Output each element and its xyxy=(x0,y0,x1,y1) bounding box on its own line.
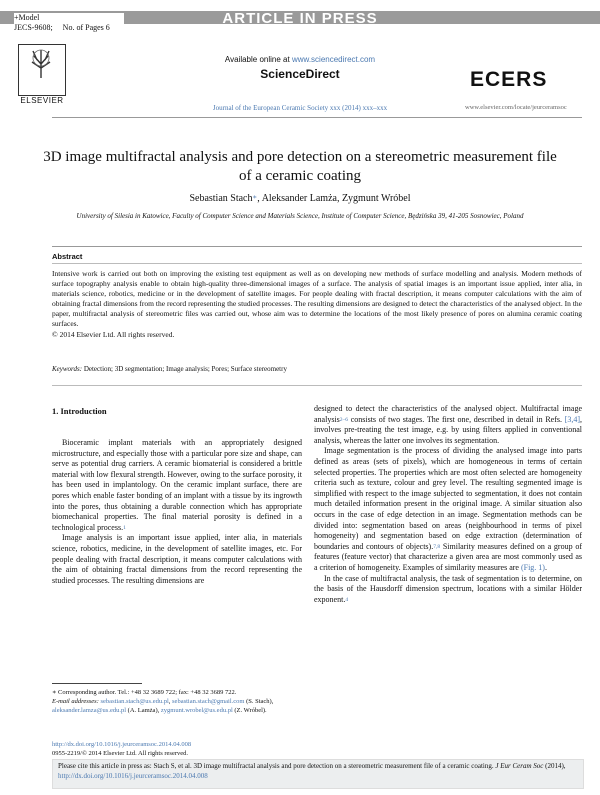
first-author: Sebastian Stach xyxy=(189,193,253,204)
paragraph: In the case of multifractal analysis, the task of segmentation is to determine, on the basis of the Hausdorff dimension spectrum, locations with a similar Hölder exponent.$^4$ xyxy=(314,573,582,604)
corresponding-author-note: ∗ Corresponding author. Tel.: +48 32 3689 722; fax: +48 32 3689 722. xyxy=(52,689,237,696)
sciencedirect-link[interactable]: www.sciencedirect.com xyxy=(291,55,376,64)
paragraph: Image segmentation is the process of dividing the analysed image into parts defined as areas (sets of pixels), which are homogeneous in terms of certain selected properties. The properties which are most often selected are homogeneity criteria such as texture, colour and grey level. The resulting segmented image is simplified with respect to the image subjected to segmentation, it does not contain much detailed information present in the original image. A similar situation also occurs in the case of edge detection in an image. Segmentation methods can be divided into: segmentation based on areas (neighbourhood in terms of pixel homogeneity) and segmentation based on edge extraction (determination of boundaries and contours of objects).$^{7,8}$ Similarity measures defined on a group of features (feature vector) that characterize a given area are most commonly used as a criterion of homogeneity. Examples of similarity measures are (Fig. 1). xyxy=(314,446,582,572)
ecers-logo: ECERS xyxy=(470,68,548,91)
paragraph: Bioceramic implant materials with an appropriately designed microstructure, and especially those with a particular pore size and shape, can serve as potential drug carriers. A ceramic biomaterial is considered a brittle material with low flexural strength. However, owing to the surface porosity, it has been used in implantology. On the ceramic implant surface, there are pores which enable faster bonding of an implant with a tissue by its ingrowth into the pores, thus obtaining a durable connection which has appropriate biomechanical properties. The final material porosity is defined in a technological process.$^1$ xyxy=(52,438,302,532)
abstract-copyright: © 2014 Elsevier Ltd. All rights reserved. xyxy=(52,329,175,339)
doi-link[interactable]: http://dx.doi.org/10.1016/j.jeurceramsoc.2014.04.008 xyxy=(52,741,192,748)
available-prefix: Available online at xyxy=(224,55,290,64)
article-title: 3D image multifractal analysis and pore detection on a stereometric measurement file of a ceramic coating xyxy=(43,149,557,184)
reference-link[interactable]: 2–6 xyxy=(339,416,349,423)
affiliation: University of Silesia in Katowice, Faculty of Computer Science and Materials Science, Institute of Computer Science, Będzińska 39, 41-205 Sosnowiec, Poland xyxy=(76,212,524,220)
figure-link[interactable]: (Fig. 1) xyxy=(520,562,545,572)
reference-link[interactable]: 4 xyxy=(345,596,349,603)
publisher-name: ELSEVIER xyxy=(20,96,64,105)
email-link[interactable]: aleksander.lamza@us.edu.pl xyxy=(52,706,127,714)
email-link[interactable]: sebastian.stach@us.edu.pl xyxy=(100,697,169,705)
citation-text: Please cite this article in press as: Stach S, et al. 3D image multifractal analysis and pore detection on a stereometric measurement file of a ceramic coating. J Eur Ceram Soc (2014), http://dx.doi.org/10.1016/j.jeurceramsoc.2014.04.008 xyxy=(58,762,566,780)
abstract-heading: Abstract xyxy=(52,252,83,261)
article-in-press-label: ARTICLE IN PRESS xyxy=(222,10,378,27)
issn-line: 0955-2219/© 2014 Elsevier Ltd. All rights reserved. xyxy=(52,749,188,757)
right-column xyxy=(314,404,582,605)
abstract-text: Intensive work is carried out both on improving the existing test equipment as well as on developing new methods of surface modelling and analysis. Modern methods of surface topography analysis enable to obtain high-quality three-dimensional images of a surface. The analysis of spatial images is an important issue applied, inter alia, in materials science, robotics, medicine or in the development of satellite images. For people dealing with fractal description, it means computer calculations with the aim of obtaining fractal dimensions from the record representing the studied processes. The resulting dimensions are designed to detect the characteristics of the analysed object. In the paper, multifractal analysis of stereometric files was carried out, whose aim was to determine the locations of the most likely presence of pores on alumina ceramic coating surfaces. xyxy=(52,269,582,329)
footnotes xyxy=(52,689,312,715)
header-divider xyxy=(52,117,582,118)
citation-doi-link[interactable]: http://dx.doi.org/10.1016/j.jeurceramsoc.2014.04.008 xyxy=(58,771,208,780)
abstract-divider xyxy=(52,263,582,264)
manuscript-code: JECS-9608; xyxy=(14,23,53,32)
paragraph: Image analysis is an important issue applied, inter alia, in materials science, robotics, medicine, in the development of satellite images, etc. For people dealing with fractal description, it means computer calculations with the aim of obtaining fractal dimensions from the record representing the studied processes. The resulting dimensions are xyxy=(52,533,302,585)
abstract-body xyxy=(52,269,582,340)
reference-link[interactable]: 7,8 xyxy=(433,543,441,550)
left-column xyxy=(52,438,302,586)
sciencedirect-logo: ScienceDirect xyxy=(260,67,340,81)
footnote-divider xyxy=(52,683,142,684)
page-count: No. of Pages 6 xyxy=(62,23,110,32)
reference-link[interactable]: 1 xyxy=(123,524,126,531)
email-addresses: E-mail addresses: sebastian.stach@us.edu.pl, sebastian.stach@gmail.com (S. Stach), aleksander.lamza@us.edu.pl (A. Lamża), zygmunt.wrobel@us.edu.pl (Z. Wróbel). xyxy=(52,697,274,714)
keywords-list: Detection; 3D segmentation; Image analysis; Pores; Surface stereometry xyxy=(83,365,287,373)
reference-link[interactable]: [3,4] xyxy=(564,414,581,424)
co-authors: , Aleksander Lamża, Zygmunt Wróbel xyxy=(257,193,411,204)
section-heading-introduction: 1. Introduction xyxy=(52,406,107,416)
email-link[interactable]: zygmunt.wrobel@us.edu.pl xyxy=(160,706,233,714)
availability-line xyxy=(0,55,600,64)
model-label: +Model xyxy=(14,13,40,22)
keywords-label: Keywords: xyxy=(52,365,83,373)
doi-block xyxy=(52,741,191,758)
corresponding-author-marker[interactable]: ∗ xyxy=(252,193,258,201)
title-divider xyxy=(52,246,582,247)
citation-journal: J Eur Ceram Soc xyxy=(495,762,544,770)
manuscript-info xyxy=(14,13,124,33)
paragraph: designed to detect the characteristics of the analysed object. Multifractal image analysis$^{2-6}$ consists of two stages. The first one, described in detail in Refs. [3,4], involves pre-treating the test image, e.g. by using filters applied in conventional analysis, whereas the latter one involves its segmentation. xyxy=(314,404,583,445)
journal-reference[interactable]: Journal of the European Ceramic Society xxx (2014) xxx–xxx xyxy=(212,104,388,112)
email-link[interactable]: sebastian.stach@gmail.com xyxy=(172,697,245,705)
keywords-divider xyxy=(52,385,582,386)
journal-homepage-url[interactable]: www.elsevier.com/locate/jeurceramsoc xyxy=(465,104,567,111)
author-list xyxy=(0,193,600,204)
keywords xyxy=(52,365,287,373)
